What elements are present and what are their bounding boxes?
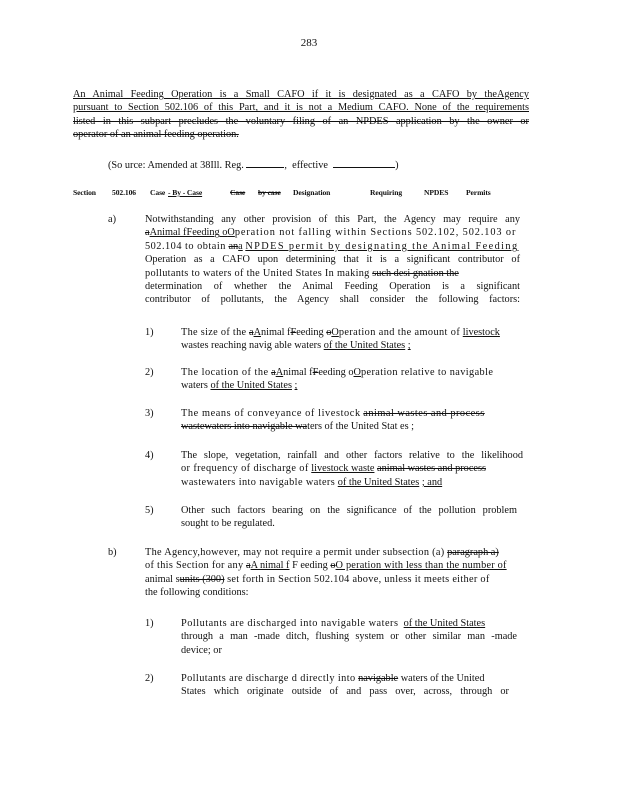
a-item-4-number: 4) bbox=[145, 450, 154, 461]
a-item-2-line-1: The location of the aAnimal fFeeding oOperation relative to navigable bbox=[181, 367, 494, 378]
a-item-3-line-1: The means of conveyance of livestock animal wastes and process bbox=[181, 408, 485, 419]
a-line-3: 502.104 to obtain ana NPDES permit by designating the Animal Feeding bbox=[145, 240, 519, 252]
page-number: 283 bbox=[300, 37, 318, 49]
heading-permits: Permits bbox=[466, 188, 491, 197]
a-item-1-line-2: wastes reaching navig able waters of the United States ; bbox=[181, 340, 411, 352]
a-item-1 bbox=[181, 326, 538, 353]
section-number: 502.106 bbox=[112, 188, 136, 197]
b-item-2-number: 2) bbox=[145, 673, 154, 684]
a-line-1: Notwithstanding any other provision of this Part, the Agency may require any bbox=[145, 214, 520, 225]
b-item-2-line-1: Pollutants are discharge d directly into navigable waters of the United bbox=[181, 673, 485, 684]
a-item-5-number: 5) bbox=[145, 505, 154, 516]
b-item-1-line-3: device; or bbox=[181, 644, 222, 656]
b-item-2 bbox=[181, 672, 509, 699]
heading-by-case-struck: by case bbox=[258, 188, 281, 197]
heading-designation: Designation bbox=[293, 188, 331, 197]
a-line-5: pollutants to waters of the United States In making such desi gnation the bbox=[145, 267, 459, 279]
a-item-1-line-1: The size of the aAnimal fFeeding oOperation and the amount of livestock bbox=[181, 327, 500, 338]
b-line-3: animal sunits (300) set forth in Section 502.104 above, unless it meets either of bbox=[145, 573, 490, 585]
intro-line-1: An Animal Feeding Operation is a Small CAFO if it is designated as a CAFO by theAgency bbox=[73, 89, 529, 100]
intro-line-4-struck: operator of an animal feeding operation. bbox=[73, 129, 239, 141]
a-line-2: aAnimal fFeeding oOperation not falling within Sections 502.102, 502.103 or bbox=[145, 227, 517, 239]
section-label: Section bbox=[73, 188, 96, 197]
intro-line-3-struck: listed in this subpart precludes the voluntary filing of an NPDES application by the owner or bbox=[73, 115, 529, 127]
a-item-3-line-2: wastewaters into navigable waters of the United Stat es ; bbox=[181, 421, 415, 433]
heading-npdes: NPDES bbox=[424, 188, 449, 197]
subsection-a-label: a) bbox=[108, 214, 116, 225]
b-line-4: the following conditions: bbox=[145, 587, 249, 599]
a-item-5 bbox=[181, 504, 517, 531]
b-line-2: of this Section for any aA nimal f F eeding oO peration with less than the number of bbox=[145, 560, 507, 572]
b-item-1 bbox=[181, 617, 517, 657]
a-line-6: determination of whether the Animal Feeding Operation is a significant bbox=[145, 281, 520, 293]
intro-paragraph bbox=[73, 88, 529, 142]
a-item-4-line-1: The slope, vegetation, rainfall and other factors relative to the likelihood bbox=[181, 450, 523, 461]
a-line-7: contributor of pollutants, the Agency shall consider the following factors: bbox=[145, 294, 520, 306]
a-item-2-line-2: waters of the United States ; bbox=[181, 380, 298, 392]
subsection-a-text bbox=[145, 213, 520, 307]
heading-requiring: Requiring bbox=[370, 188, 403, 197]
a-item-4-line-3: wastewaters into navigable waters of the United States ; and bbox=[181, 476, 443, 488]
a-item-1-number: 1) bbox=[145, 327, 154, 338]
a-item-3-number: 3) bbox=[145, 408, 154, 419]
a-item-5-line-1: Other such factors bearing on the significance of the pollution problem bbox=[181, 505, 517, 516]
a-item-4-line-2: or frequency of discharge of livestock waste animal wastes and process bbox=[181, 463, 486, 475]
heading-by-case: - By - Case bbox=[168, 188, 203, 197]
b-item-1-line-2: through a man -made ditch, flushing system or other similar man -made bbox=[181, 631, 517, 643]
a-item-3 bbox=[181, 407, 501, 434]
register-blank bbox=[246, 157, 284, 168]
b-line-1: The Agency,however, may not require a permit under subsection (a) paragraph a) bbox=[145, 547, 499, 558]
b-item-1-number: 1) bbox=[145, 618, 154, 629]
heading-case: Case bbox=[150, 188, 166, 197]
b-item-2-line-2: States which originate outside of and pass over, across, through or bbox=[181, 686, 509, 698]
subsection-b-text bbox=[145, 546, 538, 600]
heading-case-struck: Case bbox=[230, 188, 246, 197]
effective-date-blank bbox=[333, 157, 395, 168]
a-item-2-number: 2) bbox=[145, 367, 154, 378]
subsection-b-label: b) bbox=[108, 547, 117, 558]
intro-line-2: pursuant to Section 502.106 of this Part, and it is not a Medium CAFO. None of the requirements bbox=[73, 102, 529, 114]
a-item-5-line-2: sought to be regulated. bbox=[181, 518, 275, 530]
b-item-1-line-1: Pollutants are discharged into navigable waters of the United States bbox=[181, 618, 486, 629]
a-item-2 bbox=[181, 366, 517, 393]
a-line-4: Operation as a CAFO upon determining that it is a significant contributor of bbox=[145, 254, 520, 266]
source-effective: effective bbox=[292, 160, 328, 171]
a-item-4 bbox=[181, 449, 523, 489]
source-label: (So urce: Amended at 38Ill. Reg. bbox=[108, 160, 244, 171]
source-close: ) bbox=[395, 160, 399, 171]
source-note: (So urce: Amended at 38Ill. Reg. , effective ) bbox=[108, 157, 399, 172]
